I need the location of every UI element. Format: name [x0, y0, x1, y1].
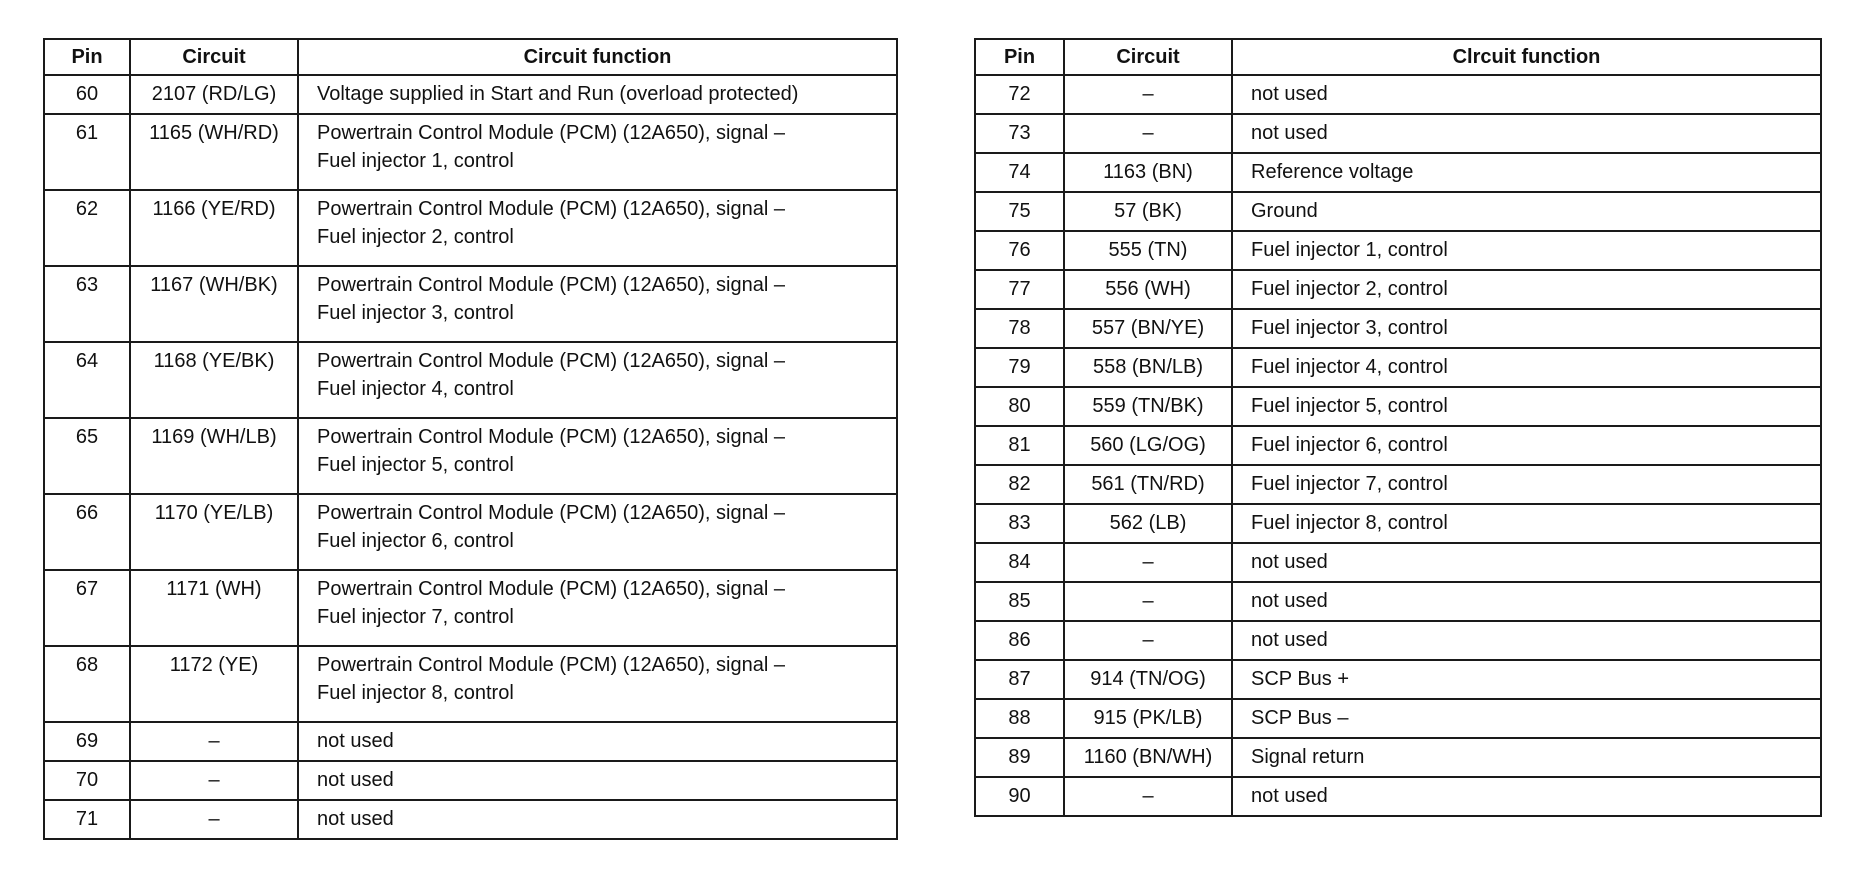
function-cell	[298, 75, 897, 114]
function-line-2: Fuel injector 5, control	[317, 454, 514, 476]
circuit-cell: 2107 (RD/LG)	[130, 75, 298, 114]
circuit-cell: –	[1064, 114, 1232, 153]
function-cell: Fuel injector 4, control	[1232, 348, 1821, 387]
function-cell: Fuel injector 6, control	[1232, 426, 1821, 465]
pin-cell: 90	[975, 777, 1064, 816]
pin-cell: 84	[975, 543, 1064, 582]
table-row	[975, 348, 1821, 387]
pin-cell: 66	[44, 494, 130, 570]
header-circuit-function: Circuit function	[298, 39, 897, 75]
table-row	[975, 309, 1821, 348]
function-cell: not used	[1232, 777, 1821, 816]
table-row	[44, 75, 897, 114]
table-row	[44, 570, 897, 646]
pin-cell: 60	[44, 75, 130, 114]
circuit-cell: 1171 (WH)	[130, 570, 298, 646]
table-row	[975, 465, 1821, 504]
table-row	[975, 699, 1821, 738]
table-row	[975, 270, 1821, 309]
function-cell: not used	[1232, 75, 1821, 114]
circuit-cell: –	[1064, 543, 1232, 582]
function-cell: Fuel injector 2, control	[1232, 270, 1821, 309]
pin-cell: 63	[44, 266, 130, 342]
table-row	[44, 418, 897, 494]
table-row	[975, 387, 1821, 426]
table-row	[975, 192, 1821, 231]
pin-cell: 86	[975, 621, 1064, 660]
header-pin: Pin	[44, 39, 130, 75]
circuit-cell: 1170 (YE/LB)	[130, 494, 298, 570]
header-circuit: Circuit	[130, 39, 298, 75]
table-row	[44, 646, 897, 722]
function-cell: Ground	[1232, 192, 1821, 231]
pin-cell: 87	[975, 660, 1064, 699]
pin-cell: 75	[975, 192, 1064, 231]
table-row	[44, 190, 897, 266]
circuit-cell: 1167 (WH/BK)	[130, 266, 298, 342]
pin-cell: 64	[44, 342, 130, 418]
pin-cell: 73	[975, 114, 1064, 153]
circuit-cell: –	[130, 761, 298, 800]
function-line-1: Powertrain Control Module (PCM) (12A650), signal –	[317, 502, 785, 524]
circuit-cell: 1160 (BN/WH)	[1064, 738, 1232, 777]
function-cell	[298, 190, 897, 266]
function-cell	[298, 494, 897, 570]
circuit-cell: 555 (TN)	[1064, 231, 1232, 270]
pin-cell: 68	[44, 646, 130, 722]
function-cell: not used	[1232, 543, 1821, 582]
table-row	[975, 75, 1821, 114]
function-cell	[298, 761, 897, 800]
function-cell: not used	[1232, 621, 1821, 660]
pin-cell: 81	[975, 426, 1064, 465]
table-row	[44, 800, 897, 839]
circuit-cell: –	[1064, 582, 1232, 621]
pin-cell: 71	[44, 800, 130, 839]
pin-cell: 74	[975, 153, 1064, 192]
header-circuit: Circuit	[1064, 39, 1232, 75]
circuit-cell: 914 (TN/OG)	[1064, 660, 1232, 699]
table-row	[44, 342, 897, 418]
function-cell: not used	[1232, 582, 1821, 621]
function-line-1: Powertrain Control Module (PCM) (12A650), signal –	[317, 654, 785, 676]
pin-cell: 82	[975, 465, 1064, 504]
function-cell: Reference voltage	[1232, 153, 1821, 192]
header-pin: Pin	[975, 39, 1064, 75]
function-line-2: Fuel injector 6, control	[317, 530, 514, 552]
function-line-2: Fuel injector 7, control	[317, 606, 514, 628]
table-row	[975, 738, 1821, 777]
table-row	[975, 543, 1821, 582]
circuit-cell: 1172 (YE)	[130, 646, 298, 722]
circuit-cell: 1165 (WH/RD)	[130, 114, 298, 190]
function-line-1: Powertrain Control Module (PCM) (12A650), signal –	[317, 350, 785, 372]
function-line-2: Fuel injector 4, control	[317, 378, 514, 400]
circuit-cell: 558 (BN/LB)	[1064, 348, 1232, 387]
function-cell	[298, 418, 897, 494]
function-cell: SCP Bus –	[1232, 699, 1821, 738]
function-line-2: Fuel injector 2, control	[317, 226, 514, 248]
function-cell	[298, 722, 897, 761]
function-cell: Fuel injector 8, control	[1232, 504, 1821, 543]
table-header-row	[44, 39, 897, 75]
function-cell	[298, 646, 897, 722]
function-line-1: Powertrain Control Module (PCM) (12A650), signal –	[317, 578, 785, 600]
function-line-1: Powertrain Control Module (PCM) (12A650), signal –	[317, 274, 785, 296]
table-row	[44, 266, 897, 342]
pin-cell: 69	[44, 722, 130, 761]
header-circuit-function: Clrcuit function	[1232, 39, 1821, 75]
table-row	[44, 114, 897, 190]
circuit-cell: –	[130, 722, 298, 761]
table-row	[975, 777, 1821, 816]
circuit-cell: 556 (WH)	[1064, 270, 1232, 309]
pin-cell: 65	[44, 418, 130, 494]
circuit-cell: 561 (TN/RD)	[1064, 465, 1232, 504]
table-row	[44, 494, 897, 570]
table-row	[975, 660, 1821, 699]
pin-cell: 78	[975, 309, 1064, 348]
function-cell: Signal return	[1232, 738, 1821, 777]
circuit-cell: 560 (LG/OG)	[1064, 426, 1232, 465]
pin-table-left	[43, 38, 898, 840]
pin-cell: 83	[975, 504, 1064, 543]
function-line-2: Fuel injector 1, control	[317, 150, 514, 172]
function-line-2: Fuel injector 8, control	[317, 682, 514, 704]
function-cell: SCP Bus +	[1232, 660, 1821, 699]
circuit-cell: 557 (BN/YE)	[1064, 309, 1232, 348]
function-cell	[298, 570, 897, 646]
pin-cell: 70	[44, 761, 130, 800]
pin-cell: 85	[975, 582, 1064, 621]
pin-cell: 67	[44, 570, 130, 646]
function-cell	[298, 114, 897, 190]
table-row	[975, 621, 1821, 660]
table-row	[975, 582, 1821, 621]
circuit-cell: 915 (PK/LB)	[1064, 699, 1232, 738]
function-line-1: Powertrain Control Module (PCM) (12A650), signal –	[317, 198, 785, 220]
circuit-cell: 1163 (BN)	[1064, 153, 1232, 192]
function-cell: Fuel injector 1, control	[1232, 231, 1821, 270]
pin-cell: 79	[975, 348, 1064, 387]
table-row	[975, 231, 1821, 270]
table-row	[44, 722, 897, 761]
pin-cell: 76	[975, 231, 1064, 270]
circuit-cell: –	[130, 800, 298, 839]
circuit-cell: –	[1064, 75, 1232, 114]
function-cell: Fuel injector 5, control	[1232, 387, 1821, 426]
circuit-cell: 1169 (WH/LB)	[130, 418, 298, 494]
pin-cell: 88	[975, 699, 1064, 738]
circuit-cell: –	[1064, 621, 1232, 660]
function-line-1: Powertrain Control Module (PCM) (12A650), signal –	[317, 426, 785, 448]
circuit-cell: 1168 (YE/BK)	[130, 342, 298, 418]
pin-cell: 80	[975, 387, 1064, 426]
function-line-1: Voltage supplied in Start and Run (overload protected)	[317, 83, 799, 105]
table-row	[44, 761, 897, 800]
function-line-2: Fuel injector 3, control	[317, 302, 514, 324]
table-header-row	[975, 39, 1821, 75]
table-row	[975, 153, 1821, 192]
function-cell	[298, 342, 897, 418]
function-line-1: not used	[317, 808, 394, 830]
pin-cell: 77	[975, 270, 1064, 309]
function-cell: not used	[1232, 114, 1821, 153]
function-cell	[298, 800, 897, 839]
pin-table-right	[974, 38, 1822, 817]
circuit-cell: –	[1064, 777, 1232, 816]
circuit-cell: 559 (TN/BK)	[1064, 387, 1232, 426]
pin-cell: 72	[975, 75, 1064, 114]
pin-cell: 89	[975, 738, 1064, 777]
table-row	[975, 504, 1821, 543]
table-row	[975, 114, 1821, 153]
circuit-cell: 562 (LB)	[1064, 504, 1232, 543]
circuit-cell: 1166 (YE/RD)	[130, 190, 298, 266]
function-line-1: Powertrain Control Module (PCM) (12A650), signal –	[317, 122, 785, 144]
function-cell	[298, 266, 897, 342]
table-row	[975, 426, 1821, 465]
function-line-1: not used	[317, 769, 394, 791]
pin-cell: 62	[44, 190, 130, 266]
function-line-1: not used	[317, 730, 394, 752]
function-cell: Fuel injector 7, control	[1232, 465, 1821, 504]
pin-cell: 61	[44, 114, 130, 190]
function-cell: Fuel injector 3, control	[1232, 309, 1821, 348]
circuit-cell: 57 (BK)	[1064, 192, 1232, 231]
